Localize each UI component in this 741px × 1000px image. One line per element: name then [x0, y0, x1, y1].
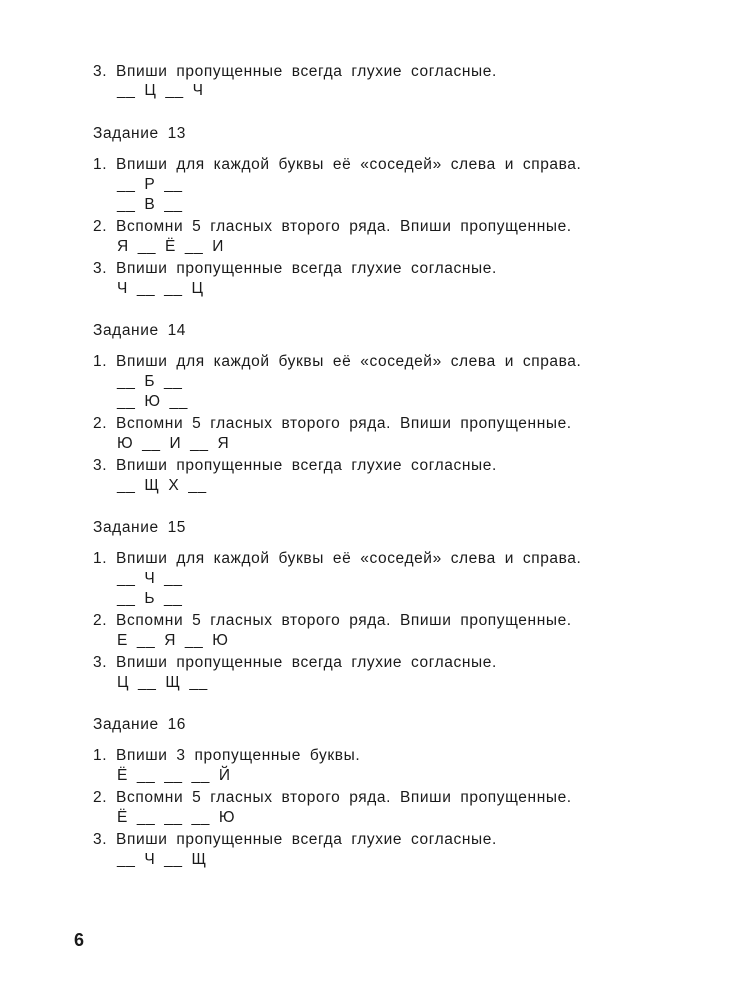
answer-blanks: __ Ю __: [117, 393, 188, 410]
task-instruction: 1. Впиши для каждой буквы её «соседей» слева и справа.: [93, 156, 582, 173]
answer-blanks: __ Ч __ Щ: [117, 851, 207, 868]
answer-blanks: __ Р __: [117, 176, 183, 193]
answer-blanks: Ц __ Щ __: [117, 674, 208, 691]
section-title: Задание 15: [93, 519, 187, 536]
answer-blanks: Я __ Ё __ И: [117, 238, 224, 255]
task-instruction: 1. Впиши 3 пропущенные буквы.: [93, 747, 361, 764]
task-instruction: 3. Впиши пропущенные всегда глухие согласные.: [93, 260, 497, 277]
answer-blanks: Ю __ И __ Я: [117, 435, 230, 452]
task-instruction: 3. Впиши пропущенные всегда глухие согласные.: [93, 63, 497, 80]
task-instruction: 2. Вспомни 5 гласных второго ряда. Впиши пропущенные.: [93, 415, 572, 432]
task-instruction: 1. Впиши для каждой буквы её «соседей» слева и справа.: [93, 550, 582, 567]
task-instruction: 2. Вспомни 5 гласных второго ряда. Впиши пропущенные.: [93, 789, 572, 806]
task-instruction: 2. Вспомни 5 гласных второго ряда. Впиши пропущенные.: [93, 218, 572, 235]
answer-blanks: Ё __ __ __ Й: [117, 767, 231, 784]
page-number: 6: [74, 930, 85, 950]
answer-blanks: Ё __ __ __ Ю: [117, 809, 236, 826]
section-title: Задание 14: [93, 322, 187, 339]
task-instruction: 3. Впиши пропущенные всегда глухие согласные.: [93, 654, 497, 671]
section-title: Задание 13: [93, 125, 187, 142]
answer-blanks: __ Б __: [117, 373, 183, 390]
task-instruction: 3. Впиши пропущенные всегда глухие согласные.: [93, 457, 497, 474]
answer-blanks: __ В __: [117, 196, 183, 213]
section-title: Задание 16: [93, 716, 187, 733]
answer-blanks: __ Ь __: [117, 590, 183, 607]
answer-blanks: Ч __ __ Ц: [117, 280, 204, 297]
task-instruction: 3. Впиши пропущенные всегда глухие согласные.: [93, 831, 497, 848]
answer-blanks: __ Ц __ Ч: [117, 82, 204, 99]
answer-blanks: __ Щ Х __: [117, 477, 207, 494]
task-instruction: 2. Вспомни 5 гласных второго ряда. Впиши пропущенные.: [93, 612, 572, 629]
answer-blanks: Е __ Я __ Ю: [117, 632, 229, 649]
task-instruction: 1. Впиши для каждой буквы её «соседей» слева и справа.: [93, 353, 582, 370]
answer-blanks: __ Ч __: [117, 570, 183, 587]
